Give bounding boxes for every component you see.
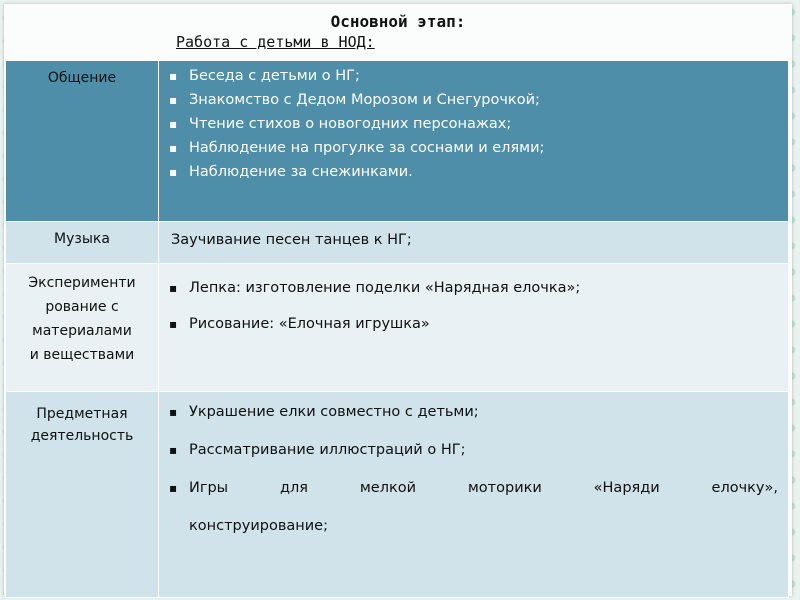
list-item: ▪ Наблюдение на прогулке за соснами и елями; — [169, 136, 778, 160]
category-label: Общение — [47, 70, 117, 86]
list-item: ▪ Чтение стихов о новогодних персонажах; — [169, 112, 778, 136]
list-item: ▪ Игры для мелкой моторики «Наряди елочку», — [169, 469, 778, 507]
category-label — [6, 271, 158, 367]
list-item: ▪ Украшение елки совместно с детьми; — [169, 393, 778, 431]
list-item: ▪ Наблюдение за снежинками. — [169, 160, 778, 184]
category-cell — [6, 222, 159, 264]
bullet-list — [159, 264, 788, 342]
category-cell — [6, 61, 159, 222]
content-cell — [159, 264, 789, 392]
content-text: Заучивание песен танцев к НГ; — [171, 232, 412, 248]
list-item: ▪ Знакомство с Дедом Морозом и Снегурочкой; — [169, 88, 778, 112]
slide-subtitle: Работа с детьми в НОД: — [176, 33, 375, 51]
table-row-experiments — [6, 264, 789, 392]
category-line: и веществами — [29, 347, 135, 363]
category-label — [6, 399, 158, 447]
bullet-list — [159, 61, 788, 184]
category-line: рование с — [45, 299, 119, 315]
list-item-continuation: конструирование; — [189, 518, 328, 534]
category-line: материалами — [32, 323, 132, 339]
table-row-object-activity — [6, 392, 789, 598]
category-cell — [6, 264, 159, 392]
bullet-list — [159, 392, 788, 545]
list-item: ▪ Беседа с детьми о НГ; — [169, 64, 778, 88]
list-item: ▪ Рассматривание иллюстраций о НГ; — [169, 431, 778, 469]
activities-table — [5, 60, 789, 598]
category-label: Музыка — [54, 231, 110, 247]
slide — [4, 4, 792, 596]
category-line: Эксперименти — [28, 275, 136, 291]
table-row-communication — [6, 61, 789, 222]
content-cell — [159, 222, 789, 264]
list-item: ▪ Лепка: изготовление поделки «Нарядная елочка»; — [169, 270, 778, 306]
category-line: деятельность — [30, 428, 134, 444]
table-row-music — [6, 222, 789, 264]
content-cell — [159, 61, 789, 222]
list-item: ▪ Рисование: «Елочная игрушка» — [169, 306, 778, 342]
content-cell — [159, 392, 789, 598]
slide-title: Основной этап: — [330, 12, 466, 31]
category-line: Предметная — [36, 406, 128, 422]
category-cell — [6, 392, 159, 598]
